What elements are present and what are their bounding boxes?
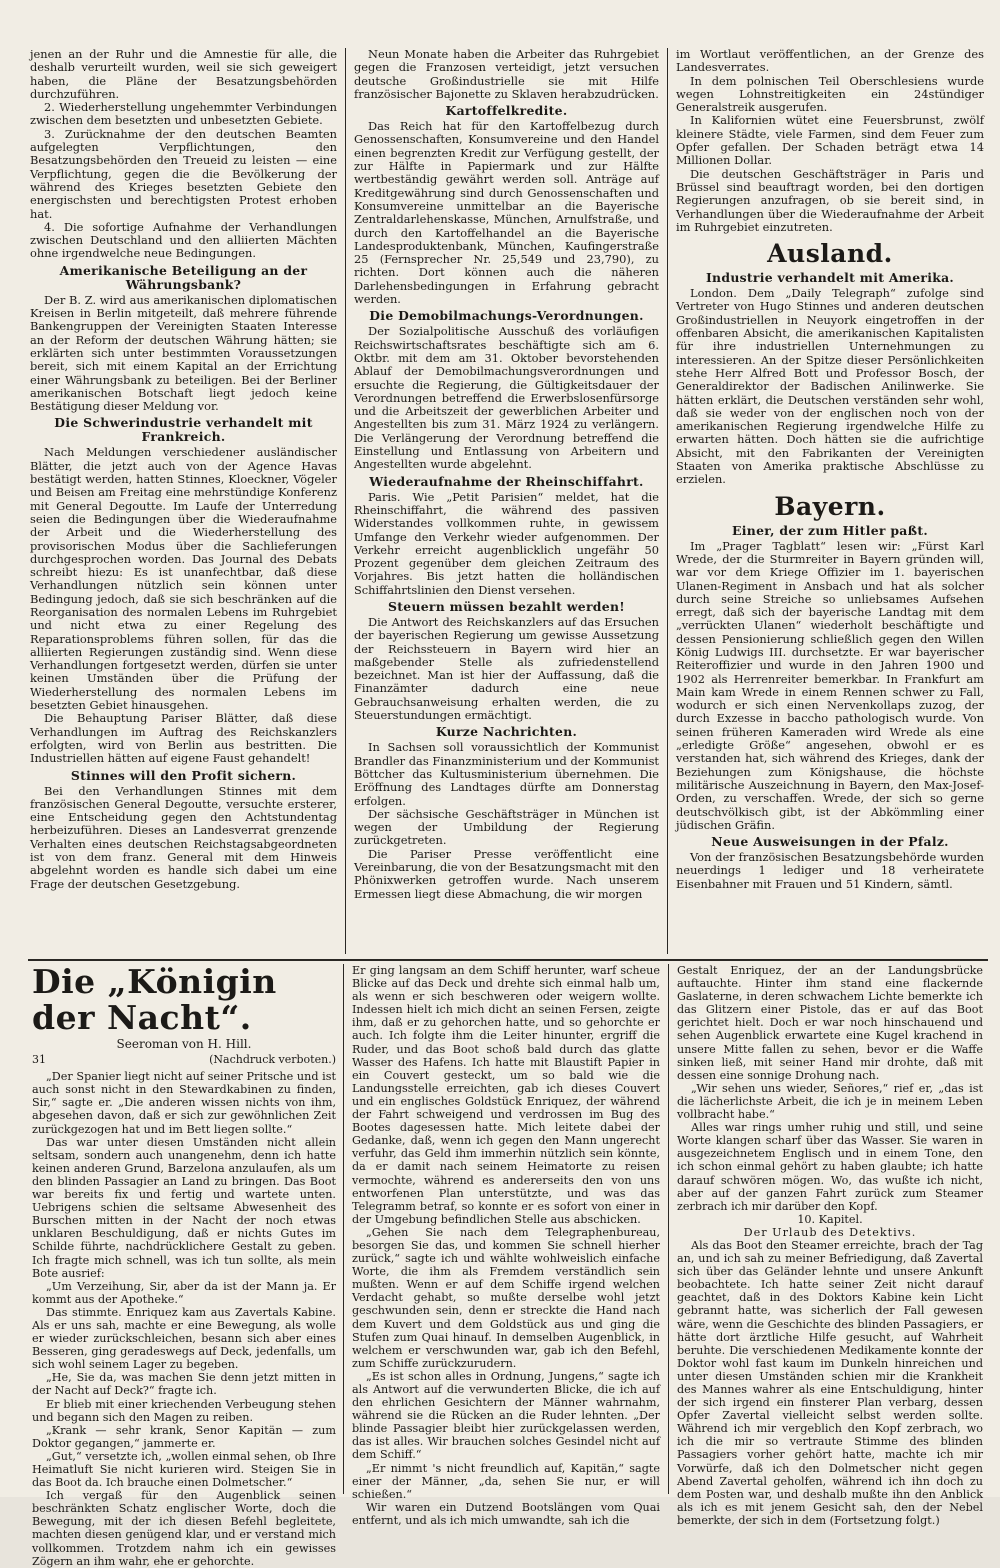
article-text: Nach Meldungen verschiedener ausländischer Blätter, die jetzt auch von der Agence Havas bestätigt werden, hatten Stinnes, Kloeckner, Vögeler und Beisen am Freitag eine mehrstündige Konferenz mit General Degoutte. Im Laufe der Unterredung seien die Bedingungen über die Wiederaufnahme der Arbeit und die Wiederherstellung des provisorischen Modus über die Sachlieferungen durchgesprochen worden. Das Journal des Debats schreibt hiezu: Es ist unanfechtbar, daß diese Verhandlungen nützlich sein können unter Bedingung jedoch, daß sie sich beschränken auf die Reorganisation des normalen Lebens im Ruhrgebiet und nicht etwa zu einer Regelung des Reparationsproblems führen sollen, für das die alliierten Regierungen zuständig sind. Wenn diese Verhandlungen fortgesetzt werden, dürfen sie unter keinen Umständen über die Prüfung der Wiederherstellung des normalen Lebens im besetzten Gebiet hinausgehen. xyxy=(30,445,337,713)
serial-text: Das stimmte. Enriquez kam aus Zavertals Kabine. Als er uns sah, machte er eine Bewegung, als wolle er wieder zurückschleichen, besann sich aber eines Besseren, ging geradeswegs auf Deck, jedenfalls, um sich wohl seinem Lager zu begeben. xyxy=(32,1305,336,1372)
article-text: im Wortlaut veröffentlichen, an der Grenze des Landesverrates. xyxy=(676,47,984,75)
installment-number: 31 xyxy=(32,1053,46,1067)
article-text: Bei den Verhandlungen Stinnes mit dem französischen General Degoutte, versuchte ersterer, eine Entscheidung gegen den Achtstundentag herbeizuführen. Dieses an Landesverrat grenzende Verhalten eines deutschen Reichstagsabgeordneten ist von dem franz. General mit dem Hinweis abgelehnt worden es handle sich dabei um eine Frage der deutschen Gesetzgebung. xyxy=(30,783,337,891)
column-1 xyxy=(30,48,337,954)
chapter-title: Der Urlaub des Detektivs. xyxy=(743,1225,917,1239)
article-headline: Die Demobilmachungs-Verordnungen. xyxy=(369,308,644,324)
column-2 xyxy=(354,48,659,954)
article-text: Im „Prager Tagblatt“ lesen wir: „Fürst Karl Wrede, der die Sturmreiter in Bayern gründen will, war vor dem Kriege Offizier im 1. bayerischen Ulanen-Regiment in Ansbach und hat als solcher durch seine Streiche so unliebsames Aufsehen erregt, daß sich der bayerische Landtag mit dem „verrückten Ulanen“ wiederholt beschäftigte und dessen Pensionierung schließlich gegen den Willen König Ludwigs III. durchsetzte. Er war bayerischer Reiteroffizier und wurde in den Jahren 1900 und 1902 als Herrenreiter bemerkbar. In Frankfurt am Main kam Wrede in einem Rennen schwer zu Fall, wodurch er sich einen Nervenkollaps zuzog, der durch Exzesse in baccho pathologisch wurde. Von seinen früheren Kameraden wird Wrede als eine „erledigte Größe“ angesehen, obwohl er es verstanden hat, sich während des Krieges, dank der Beziehungen zum Königshause, die höchste militärische Auszeichnung in Bayern, den Max-Josef-Orden, zu verschaffen. Wrede, der sich so gerne deutschvölkisch gibt, ist der Abkömmling einer jüdischen Gräfin. xyxy=(676,538,984,832)
serial-text: Ich vergaß für den Augenblick seinen beschränkten Schatz englischer Worte, doch die Bewegung, mit der ich diesen Befehl begleitete, machten diesen genügend klar, und er verstand mich vollkommen. Trotzdem nahm ich ein gewisses Zögern an ihm wahr, ehe er gehorchte. xyxy=(32,1489,336,1568)
section-rule xyxy=(28,959,988,961)
serial-text: „He, Sie da, was machen Sie denn jetzt mitten in der Nacht auf Deck?“ fragte ich. xyxy=(32,1371,336,1398)
article-headline: Neue Ausweisungen in der Pfalz. xyxy=(711,834,949,850)
serial-text: „Krank — sehr krank, Senor Kapitän — zum Doktor gegangen,“ jammerte er. xyxy=(32,1423,336,1450)
serial-text: „Wir sehen uns wieder, Señores,“ rief er, „das ist die lächerlichste Arbeit, die ich je in meinem Leben vollbracht habe.“ xyxy=(677,1081,983,1122)
serial-column-2 xyxy=(352,964,660,1527)
section-heading: Bayern. xyxy=(774,491,886,521)
column-rule xyxy=(667,48,668,954)
column-rule xyxy=(668,964,669,1494)
serial-text: Er blieb mit einer kriechenden Verbeugung stehen und begann sich den Magen zu reiben. xyxy=(32,1397,336,1424)
serial-text: „Um Verzeihung, Sir, aber da ist der Mann ja. Er kommt aus der Apotheke.“ xyxy=(32,1279,336,1306)
article-text: Der B. Z. wird aus amerikanischen diplomatischen Kreisen in Berlin mitgeteilt, daß mehrere führende Bankengruppen der Vereinigten Staaten Interesse an der Reform der deutschen Währung hätten; sie erklärten sich unter bestimmten Voraussetzungen bereit, sich mit einem Kapital an der Errichtung einer Währungsbank zu beteiligen. Bei der Berliner amerikanischen Botschaft liegt jedoch keine Bestätigung dieser Meldung vor. xyxy=(30,292,337,414)
article-text: Die Pariser Presse veröffentlicht eine Vereinbarung, die von der Besatzungsmacht mit den Phönixwerken getroffen wurde. Nach unserem Ermessen liegt diese Abmachung, die wir morgen xyxy=(354,846,659,901)
article-text: Paris. Wie „Petit Parisien“ meldet, hat die Rheinschiffahrt, die während des passiven Widerstandes vollkommen ruhte, in gewissem Umfange den Verkehr wieder aufgenommen. Der Verkehr erreicht augenblicklich ungefähr 50 Prozent gegenüber dem gleichen Zeitraum des Vorjahres. Bis jetzt hatten die holländischen Schiffahrtslinien den Dienst versehen. xyxy=(354,489,659,597)
article-headline: Industrie verhandelt mit Amerika. xyxy=(705,270,955,286)
article-headline: Stinnes will den Profit sichern. xyxy=(70,767,297,783)
serial-text: Wir waren ein Dutzend Bootslängen vom Quai entfernt, und als ich mich umwandte, sah ich die xyxy=(352,1500,660,1527)
serial-text: Gestalt Enriquez, der an der Landungsbrücke auftauchte. Hinter ihm stand eine flackernde Gaslaterne, in deren schwachem Lichte bemerkte ich das Glitzern einer Pistole, das er auf das Boot gerichtet hielt. Doch er war noch hinschauend und sehen Augenblick erwartete eine Kugel krachend in unsere Mitte fallen zu sehen, bevor er die Waffe sinken ließ, mit seiner Hand mir drohte, daß mit dessen eine sonnige Drohung nach. xyxy=(677,964,983,1082)
article-text: 3. Zurücknahme der den deutschen Beamten aufgelegten Verpflichtungen, den Besatzungsbehörden den Treueid zu leisten — eine Verpflichtung, gegen die die Bevölkerung der während des Krieges besetzten Gebiete den energischsten und berechtigsten Protest erhoben hat. xyxy=(30,126,337,221)
article-text: Das Reich hat für den Kartoffelbezug durch Genossenschaften, Konsumvereine und den Handel einen begrenzten Kredit zur Verfügung gestellt, der zur Hälfte in Papiermark und zur Hälfte wertbeständig gewährt werden soll. Anträge auf Kreditgewährung sind durch Genossenschaften und Konsumvereine unmittelbar an die Bayerische Zentraldarlehenskasse, München, Arnulfstraße, und durch den Kartoffelhandel an die Bayerische Landesproduktenbank, München, Kaufingerstraße 25 (Fernsprecher Nr. 25,549 und 23,790), zu richten. Dort können auch die näheren Darlehensbedingungen in Erfahrung gebracht werden. xyxy=(354,119,659,307)
article-text: jenen an der Ruhr und die Amnestie für alle, die deshalb verurteilt wurden, weil sie sich geweigert haben, die Pläne der Besatzungsbehörden durchzuführen. xyxy=(30,47,337,101)
serial-column-1 xyxy=(32,962,336,1568)
reprint-note: (Nachdruck verboten.) xyxy=(209,1053,336,1067)
serial-text: „Gut,“ versetzte ich, „wollen einmal sehen, ob Ihre Heimatluft Sie nicht kurieren wird. Steigen Sie in das Boot da. Ich brauche einen Dolmetscher.“ xyxy=(32,1449,336,1490)
article-text: Von der französischen Besatzungsbehörde wurden neuerdings 1 lediger und 18 verheiratete Eisenbahner mit Frauen und 51 Kindern, sämtl. xyxy=(676,850,984,891)
article-headline: Kurze Nachrichten. xyxy=(435,724,578,740)
serial-text: Alles war rings umher ruhig und still, und seine Worte klangen scharf über das Wasser. Sie waren in ausgezeichnetem Englisch und in einem Tone, den ich schon einmal gehört zu haben glaubte; ich hatte darauf schwören mögen. Wo, das wußte ich nicht, aber auf der ganzen Fahrt zurück zum Steamer zerbrach ich mir darüber den Kopf. xyxy=(677,1121,983,1213)
section-heading: Ausland. xyxy=(767,239,893,269)
article-headline: Kartoffelkredite. xyxy=(445,103,568,119)
serial-text: Er ging langsam an dem Schiff herunter, warf scheue Blicke auf das Deck und drehte sich einmal halb um, als wenn er sich beschweren oder weigern wollte. Indessen hielt ich mich dicht an seinen Fersen, zeigte ihm, daß er zu gehorchen hatte, und so gehorchte er auch. Ich folgte ihm die Leiter hinunter, ergriff die Ruder, und das Boot schoß bald durch das glatte Wasser des Hafens. Ich hatte mit Blaustift Papier in ein Couvert gesteckt, um so bald wie die Landungsstelle erreichten, gab ich dieses Couvert und ein englisches Goldstück Enriquez, der während der Fahrt schweigend und verdrossen im Bug des Bootes dagesessen hatte. Mich leitete dabei der Gedanke, daß, wenn ich gegen den Mann ungerecht verfuhr, das Geld ihm immerhin nützlich sein könnte, da er damit nach seinem Heimatorte zu reisen vermochte, während es andererseits den von uns entworfenen Plan unterstützte, und was das Telegramm betraf, so konnte er es sofort von einer in der Umgebung befindlichen Stelle aus abschicken. xyxy=(352,964,660,1226)
serial-text: Als das Boot den Steamer erreichte, brach der Tag an, und ich sah zu meiner Befriedigung, daß Zavertal sich über das Geländer lehnte und unsere Ankunft beobachtete. Ich hatte seiner Zeit nicht darauf geachtet, daß in des Doktors Kabine kein Licht gebrannt hatte, was sicherlich der Fall gewesen wäre, wenn die Geschichte des blinden Passagiers, er hätte dort ärztliche Hilfe gesucht, auf Wahrheit beruhte. Die verschiedenen Medikamente konnte der Doktor wohl fast kaum im Dunkeln hinreichen und unter diesen Umständen schien mir die Krankheit des Mannes wahrer als eine Entschuldigung, hinter der sich irgend ein finsterer Plan verbarg, dessen Opfer Zavertal vielleicht selbst werden sollte. Während ich mir vergeblich den Kopf zerbrach, wo ich die mir so vertraute Stimme des blinden Passagiers vorher gehört hatte, machte ich mir Vorwürfe, daß ich den Dolmetscher nicht gegen Abend Zavertal geholfen, während ich ihn doch zu dem Posten war, und deshalb mußte ihn den Anblick als ich es mit jenem Gesicht sah, den der Nebel bemerkte, der sich in dem (Fortsetzung folgt.) xyxy=(677,1238,983,1527)
article-text: London. Dem „Daily Telegraph“ zufolge sind Vertreter von Hugo Stinnes und anderen deutschen Großindustriellen in Neuyork eingetroffen in der offenbaren Absicht, die amerikanischen Kapitalisten für ihre industriellen Unternehmungen zu interessieren. An der Spitze dieser Persönlichkeiten stehe Herr Alfred Bott und Professor Bosch, der Generaldirektor der Badischen Anilinwerke. Sie hätten erklärt, die Deutschen verständen sehr wohl, daß sie weder von der englischen noch von der amerikanischen Regierung irgendwelche Hilfe zu erwarten hätten. Doch hätten sie die aufrichtige Absicht, mit den Fabrikanten der Vereinigten Staaten von Amerika praktische Abschlüsse zu erzielen. xyxy=(676,286,984,487)
article-headline: Wiederaufnahme der Rheinschiffahrt. xyxy=(369,473,644,489)
serial-title: Die „Königin der Nacht“. xyxy=(32,962,277,1037)
article-text: Die Antwort des Reichskanzlers auf das Ersuchen der bayerischen Regierung um gewisse Aussetzung der Reichssteuern in Bayern wird hier an maßgebender Stelle als zufriedenstellend bezeichnet. Man ist hier der Auffassung, daß die Finanzämter dadurch eine neue Gebrauchsanweisung erhalten werden, die zu Steuerstundungen ermächtigt. xyxy=(354,614,659,723)
article-text: Der sächsische Geschäftsträger in München ist wegen der Umbildung der Regierung zurückgetreten. xyxy=(354,806,659,848)
article-text: In Kalifornien wütet eine Feuersbrunst, zwölf kleinere Städte, viele Farmen, sind dem Feuer zum Opfer gefallen. Der Schaden beträgt etwa 14 Millionen Dollar. xyxy=(676,113,984,168)
article-text: In dem polnischen Teil Oberschlesiens wurde wegen Lohnstreitigkeiten ein 24stündiger Generalstreik ausgerufen. xyxy=(676,73,984,115)
serial-meta xyxy=(32,1053,336,1066)
serial-text: Das war unter diesen Umständen nicht allein seltsam, sondern auch unangenehm, denn ich hatte keinen anderen Grund, Barzelona anzulaufen, als um den blinden Passagier an Land zu bringen. Das Boot war bereits fix und fertig und wartete unten. Uebrigens schien die seltsame Abwesenheit des Burschen mitten in der Nacht der noch etwas unklaren Beschuldigung, daß er nichts Gutes im Schilde führte, nachdrücklichere Gestalt zu geben. Ich fragte mich schnell, was ich tun sollte, als mein Bote ausrief: xyxy=(32,1135,336,1280)
serial-subtitle: Seeroman von H. Hill. xyxy=(116,1037,252,1051)
article-text: Die deutschen Geschäftsträger in Paris und Brüssel sind beauftragt worden, bei den dortigen Regierungen anzufragen, ob sie bereit sind, in Verhandlungen über die Wiederaufnahme der Arbeit im Ruhrgebiet einzutreten. xyxy=(676,166,984,234)
article-headline: Die Schwerindustrie verhandelt mit Frankreich. xyxy=(54,415,313,445)
article-text: Der Sozialpolitische Ausschuß des vorläufigen Reichswirtschaftsrates beschäftigte sich am 6. Oktbr. mit dem am 31. Oktober bevorstehenden Ablauf der Demobilmachungsverordnungen und ersuchte die Regierung, die Gültigkeitsdauer der Verordnungen betreffend die Erwerbslosenfürsorge und die Arbeitszeit der gewerblichen Arbeiter und Angestellten bis zum 31. März 1924 zu verlängern. Die Verlängerung der Verordnung betreffend die Einstellung und Entlassung von Arbeitern und Angestellten wurde abgelehnt. xyxy=(354,324,659,472)
serial-text: „Es ist schon alles in Ordnung, Jungens,“ sagte ich als Antwort auf die verwunderten Blicke, die ich auf den ehrlichen Gesichtern der Männer wahrnahm, während sie die Rücken an die Ruder lehnten. „Der blinde Passagier bleibt hier zurückgelassen werden, das ist alles. Wir brauchen solches Gesindel nicht auf dem Schiff.“ xyxy=(352,1369,660,1462)
column-rule xyxy=(343,964,344,1494)
article-text: In Sachsen soll voraussichtlich der Kommunist Brandler das Finanzministerium und der Kommunist Böttcher das Kultusministerium übernehmen. Die Eröffnung des Landtages dürfte am Donnerstag erfolgen. xyxy=(354,740,659,808)
article-text: 4. Die sofortige Aufnahme der Verhandlungen zwischen Deutschland und den alliierten Mächten ohne irgendwelche neue Bedingungen. xyxy=(30,219,337,261)
article-headline: Steuern müssen bezahlt werden! xyxy=(387,598,625,614)
column-3 xyxy=(676,48,984,954)
column-rule xyxy=(345,48,346,954)
chapter-number: 10. Kapitel. xyxy=(797,1212,863,1226)
serial-text: „Er nimmt 's nicht freundlich auf, Kapitän,“ sagte einer der Männer, „da, sehen Sie nur, er will schießen.“ xyxy=(352,1461,660,1501)
article-text: Die Behauptung Pariser Blätter, daß diese Verhandlungen im Auftrag des Reichskanzlers erfolgten, wird von Berlin aus bestritten. Die Industriellen hätten auf eigene Faust gehandelt! xyxy=(30,711,337,766)
serial-text: „Der Spanier liegt nicht auf seiner Pritsche und ist auch sonst nicht in den Stewardkabinen zu finden, Sir,“ sagte er. „Die anderen wissen nichts von ihm, abgesehen davon, daß er sich zur gewöhnlichen Zeit zurückgezogen hat und im Bett liegen sollte.“ xyxy=(32,1070,336,1136)
article-headline: Einer, der zum Hitler paßt. xyxy=(732,522,928,538)
serial-column-3 xyxy=(677,964,983,1527)
article-text: 2. Wiederherstellung ungehemmter Verbindungen zwischen dem besetzten und unbesetzten Gebiete. xyxy=(30,100,337,128)
serial-text: „Gehen Sie nach dem Telegraphenbureau, besorgen Sie das, und kommen Sie schnell hierher zurück,“ sagte ich und wählte wohlweislich einfache Worte, die ihm als Fremdem verständlich sein mußten. Wenn er auf dem Schiffe irgend welchen Verdacht gehabt, so mußte derselbe wohl jetzt geschwunden sein, denn er streckte die Hand nach dem Kuvert und dem Goldstück aus und ging die Stufen zum Quai hinauf. In demselben Augenblick, in welchem er verschwunden war, gab ich den Befehl, zum Schiffe zurückzurudern. xyxy=(352,1225,660,1370)
article-text: Neun Monate haben die Arbeiter das Ruhrgebiet gegen die Franzosen verteidigt, jetzt versuchen deutsche Großindustrielle sie mit Hilfe französischer Bajonette zu Sklaven herabzudrücken. xyxy=(354,47,659,101)
article-headline: Amerikanische Beteiligung an der Währungsbank? xyxy=(59,262,308,292)
